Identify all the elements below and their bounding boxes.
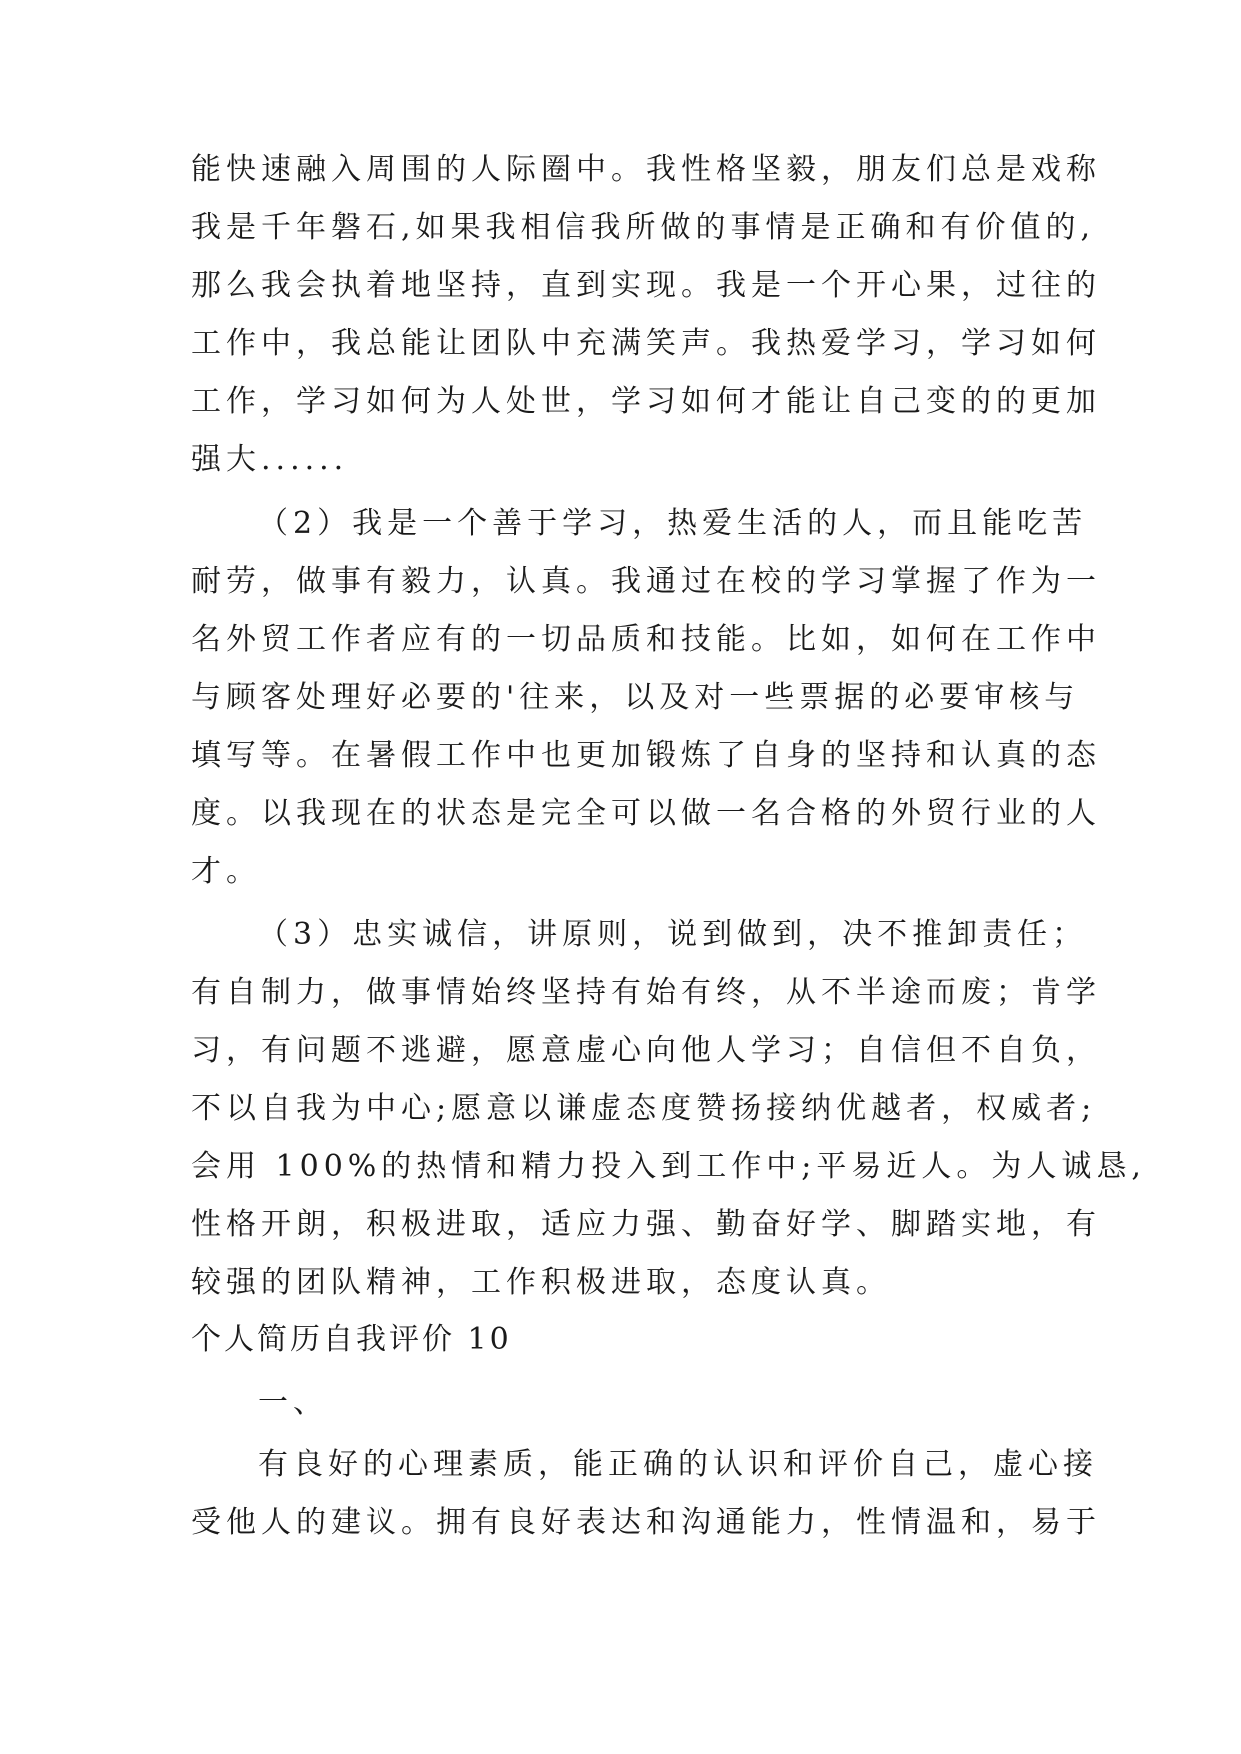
- text-line: 习，有问题不逃避，愿意虚心向他人学习；自信但不自负，: [191, 1033, 1101, 1068]
- text-line: 工作中，我总能让团队中充满笑声。我热爱学习，学习如何: [191, 326, 1101, 361]
- text-line: 较强的团队精神，工作积极进取，态度认真。: [191, 1265, 891, 1300]
- text-line: 强大......: [191, 442, 349, 477]
- text-line: 会用 100%的热情和精力投入到工作中;平易近人。为人诚恳,: [191, 1149, 1146, 1184]
- paragraph-start-line: （3）忠实诚信，讲原则，说到做到，决不推卸责任；: [258, 917, 1088, 952]
- section-number: 一、: [258, 1385, 328, 1420]
- text-line: 不以自我为中心;愿意以谦虚态度赞扬接纳优越者，权威者;: [191, 1091, 1097, 1126]
- text-line: 才。: [191, 854, 261, 889]
- text-line: 工作，学习如何为人处世，学习如何才能让自己变的的更加: [191, 384, 1101, 419]
- text-line: 那么我会执着地坚持，直到实现。我是一个开心果，过往的: [191, 268, 1101, 303]
- section-heading: 个人简历自我评价 10: [191, 1322, 512, 1357]
- paragraph-start-line: （2）我是一个善于学习，热爱生活的人，而且能吃苦: [258, 506, 1088, 541]
- text-line: 我是千年磐石,如果我相信我所做的事情是正确和有价值的,: [191, 210, 1096, 245]
- text-line: 能快速融入周围的人际圈中。我性格坚毅，朋友们总是戏称: [191, 152, 1101, 187]
- text-line: 填写等。在暑假工作中也更加锻炼了自身的坚持和认真的态: [191, 738, 1101, 773]
- paragraph-start-line: 有良好的心理素质，能正确的认识和评价自己，虚心接: [258, 1447, 1098, 1482]
- text-line: 名外贸工作者应有的一切品质和技能。比如，如何在工作中: [191, 622, 1101, 657]
- text-line: 度。以我现在的状态是完全可以做一名合格的外贸行业的人: [191, 796, 1101, 831]
- text-line: 有自制力，做事情始终坚持有始有终，从不半途而废；肯学: [191, 975, 1101, 1010]
- text-line: 受他人的建议。拥有良好表达和沟通能力，性情温和，易于: [191, 1505, 1101, 1540]
- text-line: 与顾客处理好必要的'往来，以及对一些票据的必要审核与: [191, 680, 1080, 715]
- text-line: 耐劳，做事有毅力，认真。我通过在校的学习掌握了作为一: [191, 564, 1101, 599]
- text-line: 性格开朗，积极进取，适应力强、勤奋好学、脚踏实地，有: [191, 1207, 1101, 1242]
